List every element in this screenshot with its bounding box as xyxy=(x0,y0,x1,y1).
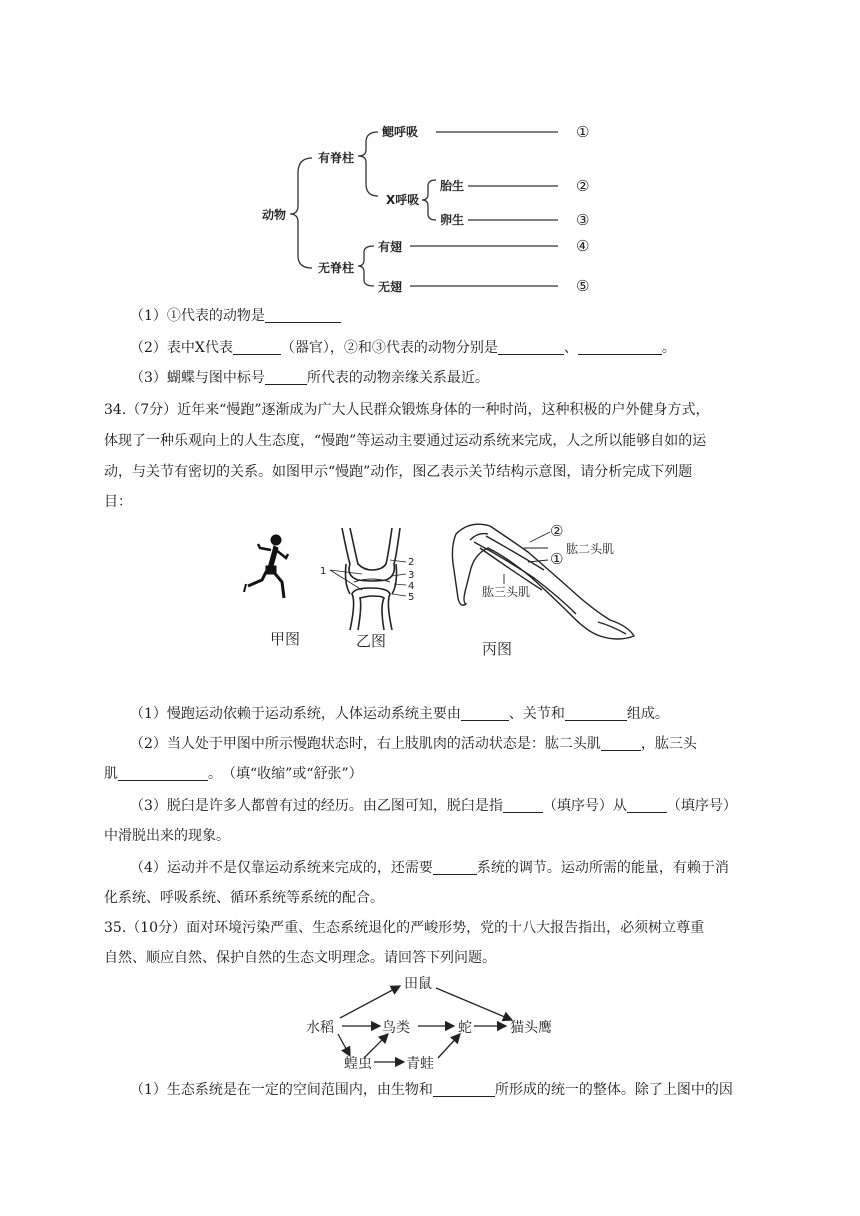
rice-node: 水稻 xyxy=(306,1020,334,1036)
answer-blank[interactable] xyxy=(503,798,543,813)
q34-part2-mid: ，肱三头 xyxy=(640,736,697,752)
oviparous-label: 卵生 xyxy=(440,213,465,227)
marker-1: ① xyxy=(576,123,590,141)
answer-blank[interactable] xyxy=(265,308,341,323)
q35-part1-text: （1）生态系统是在一定的空间范围内，由生物和 xyxy=(130,1082,433,1098)
q33-part3-suffix: 所代表的动物亲缘关系最近。 xyxy=(306,370,489,386)
q34-part2 xyxy=(130,734,810,754)
q34-part1-end: 组成。 xyxy=(626,706,669,722)
arm-marker-2: ② xyxy=(550,522,564,540)
answer-blank[interactable] xyxy=(578,340,662,355)
q33-part2-text: （2）表中X代表 xyxy=(130,340,233,356)
vertebrate-label: 有脊柱 xyxy=(318,151,355,165)
runner-figure xyxy=(244,535,288,598)
q34-intro-line2: 体现了一种乐观向上的人生态度，“慢跑”等运动主要通过运动系统来完成，人之所以能够自如的运 xyxy=(104,433,707,449)
q34-part1-text: （1）慢跑运动依赖于运动系统，人体运动系统主要由 xyxy=(130,706,461,722)
fig-yi-label: 乙图 xyxy=(356,632,387,650)
frog-node: 青蛙 xyxy=(406,1056,434,1072)
q34-part3-end: （填序号） xyxy=(666,798,737,814)
answer-blank[interactable] xyxy=(498,340,564,355)
marker-4: ④ xyxy=(576,237,590,255)
q34-figures xyxy=(238,518,638,666)
q34-part4-line2: 化系统、呼吸系统、循环系统等系统的配合。 xyxy=(104,890,384,906)
viviparous-label: 胎生 xyxy=(440,179,465,193)
fig-jia-label: 甲图 xyxy=(270,630,301,648)
q33-part1-text: （1）①代表的动物是 xyxy=(130,308,265,324)
answer-blank[interactable] xyxy=(433,860,477,875)
joint-label-5: 5 xyxy=(408,592,415,603)
q34-part3-line2: 中滑脱出来的现象。 xyxy=(104,828,230,844)
q33-part2 xyxy=(130,338,810,358)
q34-part4-suffix: 系统的调节。运动所需的能量，有赖于消 xyxy=(476,860,729,876)
triceps-label: 肱三头肌 xyxy=(482,585,531,599)
q34-part2-line2 xyxy=(104,764,784,784)
q35-intro-line1: 35.（10分）面对环境污染严重、生态系统退化的严峻形势，党的十八大报告指出，必须树立尊重 xyxy=(104,920,705,936)
locust-node: 蝗虫 xyxy=(344,1056,372,1072)
winged-label: 有翅 xyxy=(378,240,403,254)
arm-marker-1: ① xyxy=(550,550,564,568)
joint-label-1: 1 xyxy=(320,566,327,577)
q34-part2-line2-end: 。 （填“收缩”或“舒张”） xyxy=(208,766,363,782)
q34-intro-line4: 目： xyxy=(104,494,132,510)
joint-figure xyxy=(342,528,400,630)
answer-blank[interactable] xyxy=(265,370,307,385)
gill-label: 鳃呼吸 xyxy=(382,125,419,139)
joint-label-3: 3 xyxy=(408,570,415,581)
answer-blank[interactable] xyxy=(461,706,509,721)
q34-part3-mid: （填序号）从 xyxy=(542,798,627,814)
q34-part3-text: （3）脱臼是许多人都曾有过的经历。由乙图可知，脱臼是指 xyxy=(130,798,503,814)
joint-label-2: 2 xyxy=(408,557,415,568)
birds-node: 鸟类 xyxy=(382,1020,410,1036)
answer-blank[interactable] xyxy=(233,340,281,355)
q34-part3 xyxy=(130,796,810,816)
classification-figure xyxy=(250,118,610,300)
fig-bing-label: 丙图 xyxy=(482,640,513,658)
food-web-diagram xyxy=(300,968,570,1078)
marker-2: ② xyxy=(576,177,590,195)
q35-intro-line2: 自然、顺应自然、保护自然的生态文明理念。请回答下列问题。 xyxy=(104,950,496,966)
answer-blank[interactable] xyxy=(118,766,208,781)
q34-part1 xyxy=(130,704,810,724)
q33-part3-text: （3）蝴蝶与图中标号 xyxy=(130,370,265,386)
marker-5: ⑤ xyxy=(576,277,590,295)
q35-part1 xyxy=(130,1080,810,1100)
answer-blank[interactable] xyxy=(627,798,667,813)
q33-part2-end: 。 xyxy=(661,340,676,356)
q34-part1-mid: 、关节和 xyxy=(508,706,565,722)
answer-blank[interactable] xyxy=(565,706,627,721)
joint-label-4: 4 xyxy=(408,581,415,592)
q34-part2-line2-text: 肌 xyxy=(104,766,118,782)
invertebrate-label: 无脊柱 xyxy=(318,261,355,275)
marker-3: ③ xyxy=(576,211,590,229)
biceps-label: 肱二头肌 xyxy=(566,542,615,556)
q34-part2-text: （2）当人处于甲图中所示慢跑状态时，右上肢肌肉的活动状态是：肱二头肌 xyxy=(130,736,601,752)
q33-part3 xyxy=(130,368,810,388)
snake-node: 蛇 xyxy=(458,1020,472,1036)
owl-node: 猫头鹰 xyxy=(510,1020,552,1036)
q34-intro-line1: 34.（7分）近年来“慢跑”逐渐成为广大人民群众锻炼身体的一种时尚，这种积极的户外健身方式， xyxy=(104,402,710,418)
vole-node: 田鼠 xyxy=(404,976,432,992)
q33-part2-sep: 、 xyxy=(563,340,578,356)
q34-intro-line3: 动，与关节有密切的关系。如图甲示“慢跑”动作，图乙表示关节结构示意图，请分析完成下列题 xyxy=(104,464,693,480)
animal-root-label: 动物 xyxy=(262,208,287,222)
x-breath-label: X呼吸 xyxy=(386,193,420,207)
answer-blank[interactable] xyxy=(601,736,641,751)
answer-blank[interactable] xyxy=(433,1082,495,1097)
q33-part1 xyxy=(130,306,810,326)
wingless-label: 无翅 xyxy=(378,280,403,294)
q34-part4-text: （4）运动并不是仅靠运动系统来完成的，还需要 xyxy=(130,860,433,876)
q35-part1-suffix: 所形成的统一的整体。除了上图中的因 xyxy=(494,1082,733,1098)
q33-part2-mid: （器官），②和③代表的动物分别是 xyxy=(280,340,498,356)
q34-part4 xyxy=(130,858,810,878)
